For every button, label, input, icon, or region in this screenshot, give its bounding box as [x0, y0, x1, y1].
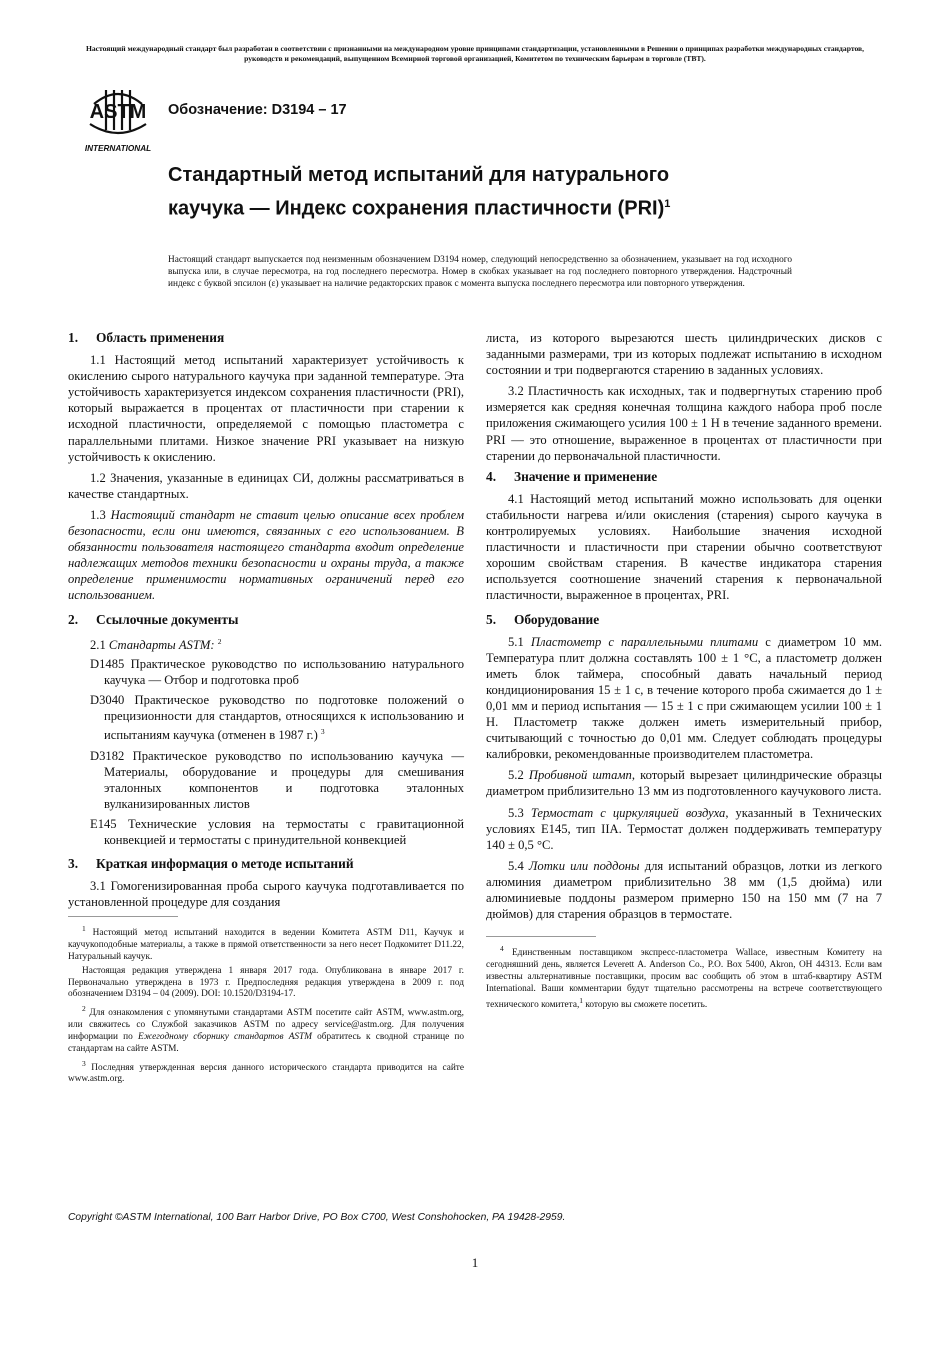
paragraph-1-1: 1.1 Настоящий метод испытаний характеризует устойчивость к окислению сырого натурального каучука при заданной температуре. Эта устойчивость характеризуется индексом сохранения пластичности (PRI), который выражается в процентах от пластичности при старении к исходной пластичности, определяемой с помощью пластометра с параллельными плитами. Низкое значение PRI указывает на низкую устойчивость к окислению. — [68, 353, 464, 464]
page-number: 1 — [471, 1255, 479, 1270]
astm-logo-label: INTERNATIONAL — [84, 144, 152, 153]
document-title — [168, 161, 728, 223]
astm-standards-subheading: 2.1 Стандарты ASTM: $^2$ — [90, 636, 222, 652]
paragraph-1-2: 1.2 Значения, указанные в единицах СИ, должны рассматриваться в качестве стандартных. — [68, 470, 464, 501]
section-3-heading: 3. Краткая информация о методе испытаний — [68, 856, 354, 872]
section-5-heading: 5. Оборудование — [486, 611, 600, 627]
astm-logo-letters: ASTM — [89, 101, 147, 123]
paragraph-3-1-start: 3.1 Гомогенизированная проба сырого каучука подготавливается по установленной процедуре для создания — [68, 879, 464, 910]
paragraph-3-2: 3.2 Пластичность как исходных, так и подвергнутых старению проб измеряется как средняя конечная толщина каждого набора проб после приложения сжимающего усилия 100 ± 1 Н в течение заданного времени. PRI — это отношение, выраженное в процентах от пластичности при старении до первоначальной пластичности. — [486, 384, 882, 463]
section-2-heading: 2. Ссылочные документы — [68, 611, 239, 627]
footnote-2: $^2$ Для ознакомления с упомянутыми стандартами ASTM посетите сайт ASTM, www.astm.org, или свяжитесь со Службой заказчиков ASTM по адресу service@astm.org. Для получения информации по Ежегодному сборнику стандартов ASTM обратитесь к сводной странице по стандартам на сайте ASTM. — [68, 1004, 464, 1054]
right-column — [486, 330, 882, 1014]
standard-notice: Настоящий международный стандарт был разработан в соответствии с признанными на международном уровне принципами стандартизации, установленными в Решении о принципах разработки международных стандартов, руководств и рекомендаций, выпущенном Всемирной торговой организацией, Комитетом по техническим барьерам в торговле (ТВТ). — [85, 44, 865, 63]
footnote-4: $^4$ Единственным поставщиком экспресс-пластометра Wallace, известным Комитету на сегодняшний день, является Leverett A. Anderson Co., P.O. Box 5400, Akron, OH 44313. Если вам известны альтернативные поставщики, просим вас сообщить об этом в штаб-квартиру ASTM International. Ваши комментарии будут тщательно рассмотрены на встрече соответствующего технического комитета,$^1$ которую вы сможете посетить. — [486, 944, 882, 1011]
paragraph-5-1: 5.1 Пластометр с параллельными плитами с диаметром 10 мм. Температура плит должна составлять 100 ± 1 °С, а пластометр должен иметь блок таймера, способный давать начальный период кондиционирования 15 ± 1 с, в течение которого проба сжимается до 1 ± 0,01 мм и период испытания — 15 ± 1 с при сжимающем усилии 100 ± 1 Н. Пластометр также должен иметь измерительный прибор, считывающий с точностью до 0,01 мм. Следует соблюдать процедуры калибровки, рекомендованные производителем пластометра. — [486, 634, 882, 762]
paragraph-4-1: 4.1 Настоящий метод испытаний можно использовать для оценки стабильности нагрева и/или окисления (старения) сырого каучука в контролируемых условиях. Наибольшие значения исходной пластичности и пластичности при старении обычно соответствуют хорошим свойствам старения. В качестве индикатора старения используется соотношение значений старения к первоначальной пластичности, выраженное в процентах, PRI. — [486, 491, 882, 603]
footnote-3: $^3$ Последняя утвержденная версия данного исторического стандарта приводится на сайте www.astm.org. — [68, 1058, 464, 1085]
section-4-heading: 4. Значение и применение — [486, 468, 658, 484]
reference-d3182: D3182 Практическое руководство по использованию каучука — Материалы, оборудование и процедуры для смешивания эталонных компонентов и подготовка эталонных вулканизированных листов — [90, 748, 464, 811]
paragraph-1-3: 1.3 Настоящий стандарт не ставит целью описание всех проблем безопасности, если они имеются, связанных с его использованием. В обязанности пользователя настоящего стандарта входит определение надлежащих методов техники безопасности и охраны труда, а также определение применимости нормативных ограничений перед его использованием. — [68, 507, 464, 603]
reference-d1485: D1485 Практическое руководство по использованию натурального каучука — Отбор и подготовка проб — [90, 656, 464, 687]
reference-e145: E145 Технические условия на термостаты с гравитационной конвекцией и термостаты с принудительной конвекцией — [90, 816, 464, 847]
paragraph-5-2: 5.2 Пробивной штамп, который вырезает цилиндрические образцы диаметром приблизительно 13 мм из подготовленного каучукового листа. — [486, 768, 882, 799]
paragraph-5-3: 5.3 Термостат с циркуляцией воздуха, указанный в Технических условиях E145, тип IIA. Термостат должен поддерживать температуру 140 ± 0,5 °С. — [486, 805, 883, 852]
section-1-heading: 1. Область применения — [68, 330, 225, 345]
reference-d3040: D3040 Практическое руководство по подготовке положений о прецизионности для стандартов, относящихся к использованию и испытаниям каучука (отменен в 1987 г.) $^3$ — [90, 693, 464, 743]
left-column — [68, 330, 464, 1088]
footnote-divider-right — [486, 936, 596, 937]
footnote-1: $^1$ Настоящий метод испытаний находится в ведении Комитета ASTM D11, Каучук и каучукоподобные материалы, а также в прямой ответственности за него несет Подкомитет D11.22, Натуральный каучук. — [68, 924, 464, 963]
footnote-divider — [68, 916, 178, 917]
title-footnote-ref: 1 — [664, 197, 671, 210]
designation: Обозначение: D3194 – 17 — [168, 102, 347, 118]
paragraph-3-1-continued: листа, из которого вырезаются шесть цилиндрических дисков с заданными размерами, три из которых подлежат испытанию в исходном состоянии и три подвергаются старению в заданных условиях. — [486, 331, 882, 378]
paragraph-5-4: 5.4 Лотки или поддоны для испытаний образцов, лотки из легкого алюминия диаметром приблизительно 38 мм (1,5 дюйма) или алюминиевые поддоны размером примерно 150 на 150 мм (7 на 7 дюймов) для старения образцов в термостате. — [486, 858, 883, 922]
title-text: Стандартный метод испытаний для натурального каучука — Индекс сохранения пластичности (PRI) — [168, 164, 670, 220]
intro-paragraph: Настоящий стандарт выпускается под неизменным обозначением D3194 номер, следующий непосредственно за обозначением, указывает на год исходного выпуска или, в случае пересмотра, на год последнего пересмотра. Номер в скобках указывает на год последнего повторного утверждения. Надстрочный индекс с буквой эпсилон (ε) указывает на наличие редакторских правок с момента выпуска последнего пересмотра или повторного утверждения. — [168, 255, 792, 289]
copyright-line: Copyright ©ASTM International, 100 Barr Harbor Drive, PO Box C700, West Conshohocken, PA 19428-2959. — [68, 1212, 566, 1223]
astm-logo — [76, 84, 160, 154]
footnote-1-approval: Настоящая редакция утверждена 1 января 2017 года. Опубликована в январе 2017 г. Первоначально утверждена в 1973 г. Предпоследняя редакция утверждена в 2009 г. под обозначением D3194 – 04 (2009). DOI: 10.1520/D3194-17. — [68, 965, 464, 1000]
